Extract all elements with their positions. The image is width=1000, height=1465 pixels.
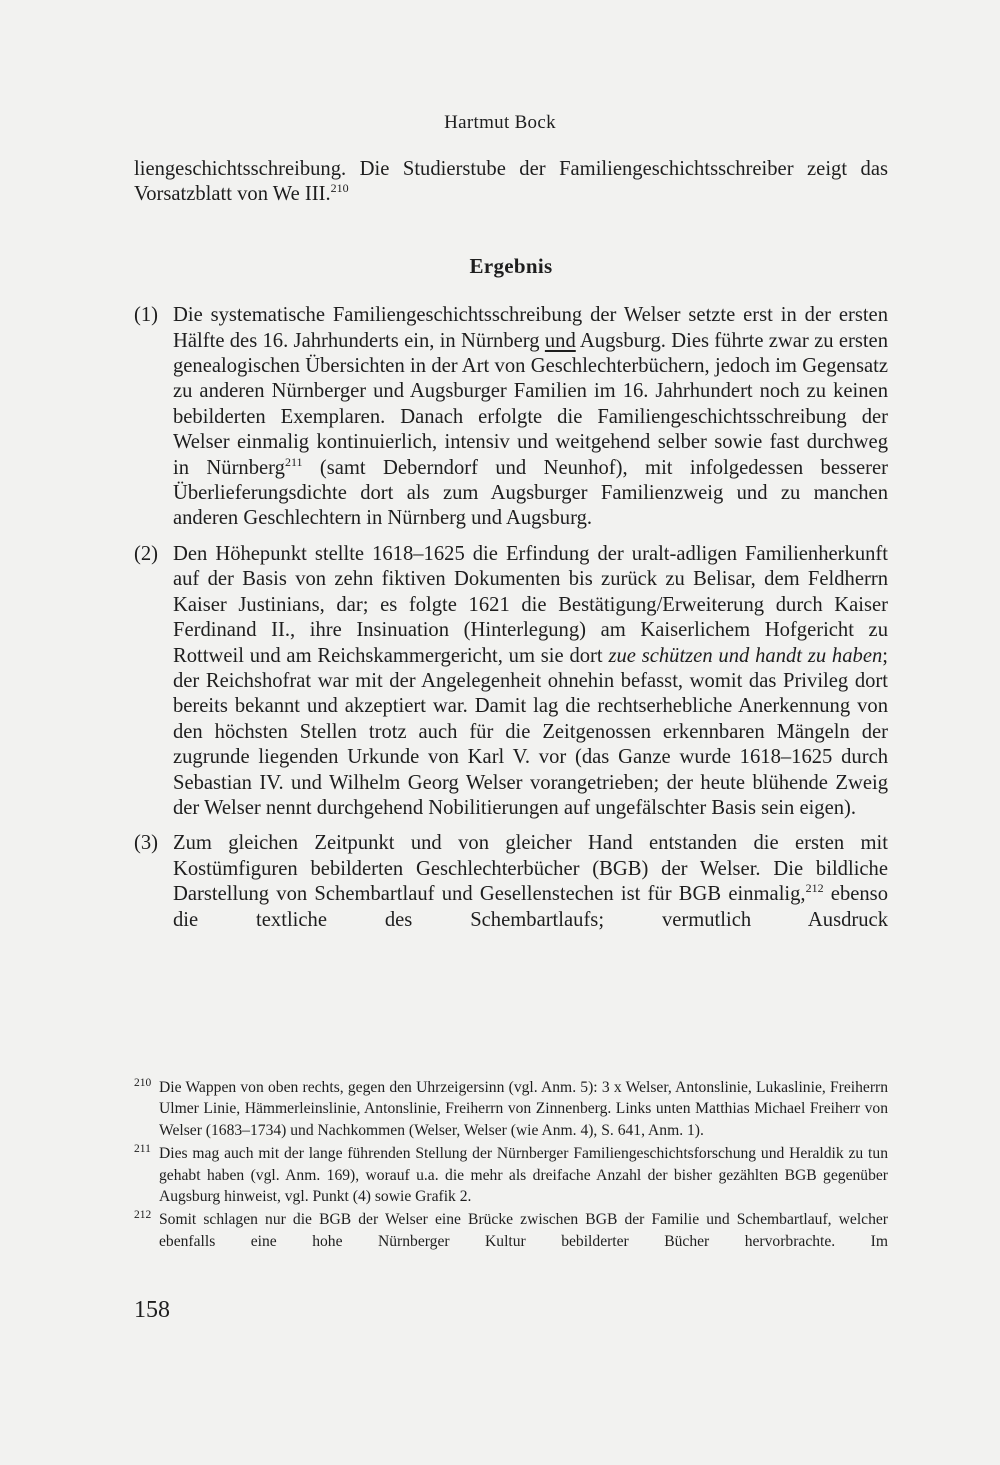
footnotes [134,1077,888,1254]
result-item-1 [134,303,888,532]
body-text [134,157,888,943]
running-head: Hartmut Bock [444,112,556,133]
intro-paragraph [134,157,888,208]
footnote-number: 210 [134,1077,152,1089]
item-text [173,542,888,821]
footnote-ref-212: 212 [805,881,824,896]
result-item-3 [134,831,888,933]
footnote-ref-211: 211 [284,454,303,469]
item-number: (2) [134,542,159,565]
item-text-part: (samt Deberndorf und Neunhof), mit infolgedessen besserer Überlieferungsdichte dort als zum Augsburger Familienzweig und zu manchen anderen Geschlechtern in Nürnberg und Augsburg. [173,456,888,530]
footnote-number: 211 [134,1143,151,1156]
item-text-part: ebenso die textliche des Schembartlaufs; vermutlich Ausdruck [173,883,888,931]
item-text-part: Den Höhepunkt stellte 1618–1625 die Erfindung der uralt-adligen Familienherkunft auf der Basis von zehn fiktiven Dokumenten bis zurück zu Belisar, dem Feldherrn Kaiser Justinians, dar; es folgte 1621 die Bestätigung/Erweiterung durch Kaiser Ferdinand II., ihre Insinuation (Hinterlegung) am Kaiserlichem Hofgericht zu Rottweil und am Reichskammergericht, um sie dort [173,542,888,667]
underlined-word: und [544,329,576,352]
item-text-part: Augsburg. Dies führte zwar zu ersten genealogischen Übersichten in der Art von Geschlechterbüchern, jedoch im Gegensatz zu anderen Nürnberger und Augsburger Familien im 16. Jahrhundert noch zu keinen bebilderten Exemplaren. Danach erfolgte die Familiengeschichtsschreibung der Welser einmalig kontinuierlich, intensiv und weitgehend selber sowie fast durchweg in Nürnberg [173,329,888,479]
footnote-text: Dies mag auch mit der lange führenden Stellung der Nürnberger Familiengeschichtsforschung und Heraldik zu tun gehabt haben (vgl. Anm. 169), worauf u.a. die mehr als dreifache Anzahl der bisher gezählten BGB gegenüber Augsburg hinweist, vgl. Punkt (4) sowie Grafik 2. [159,1145,888,1206]
item-number: (3) [134,832,159,855]
intro-text: liengeschichtsschreibung. Die Studierstube der Familiengeschichtsschreiber zeigt das Vorsatzblatt von We III. [134,158,888,206]
item-text-part: Die systematische Familiengeschichtsschreibung der Welser setzte erst in der ersten Hälfte des 16. Jahrhunderts ein, in Nürnberg [173,304,888,352]
section-heading: Ergebnis [469,253,553,278]
footnote-210 [134,1077,888,1141]
italic-quote: zue schützen und handt zu haben [608,644,883,667]
footnote-number: 212 [134,1209,152,1222]
page-number: 158 [134,1297,170,1323]
footnote-text: Somit schlagen nur die BGB der Welser eine Brücke zwischen BGB der Familie und Schembartlauf, welcher ebenfalls eine hohe Nürnberger Kultur bebilderter Bücher hervorbrachte. Im [159,1211,888,1250]
item-text-part: ; der Reichshofrat war mit der Angelegenheit ohnehin befasst, womit das Privileg dort bereits bekannt und akzeptiert war. Damit lag die rechtserhebliche Anerkennung von den höchsten Stellen trotz auch für die Zeitgenossen erkennbaren Mängeln der zugrunde liegenden Urkunde von Karl V. vor (das Ganze wurde 1618–1625 durch Sebastian IV. und Wilhelm Georg Welser vorangetrieben; der heute blühende Zweig der Welser nennt durchgehend Nobilitierungen auf ungefälschter Basis sein eigen). [173,644,888,819]
footnote-text: Die Wappen von oben rechts, gegen den Uhrzeigersinn (vgl. Anm. 5): 3 x Welser, Antonslinie, Lukaslinie, Freiherrn Ulmer Linie, Hämmerleinslinie, Antonslinie, Freiherrn von Zinnenberg. Links unten Matthias Michael Freiherr von Welser (1683–1734) und Nachkommen (Welser, Welser (wie Anm. 4), S. 641, Anm. 1). [159,1079,888,1139]
item-text [173,303,888,532]
footnote-212 [134,1209,888,1252]
item-number: (1) [134,304,159,327]
item-text-part: Zum gleichen Zeitpunkt und von gleicher Hand entstanden die ersten mit Kostümfiguren bebilderten Geschlechterbücher (BGB) der Welser. Die bildliche Darstellung von Schembartlauf und Gesellenstechen ist für BGB einmalig, [173,832,888,906]
item-text [173,831,888,933]
result-item-2 [134,542,888,821]
footnote-211 [134,1143,888,1207]
footnote-ref-210: 210 [330,181,349,196]
